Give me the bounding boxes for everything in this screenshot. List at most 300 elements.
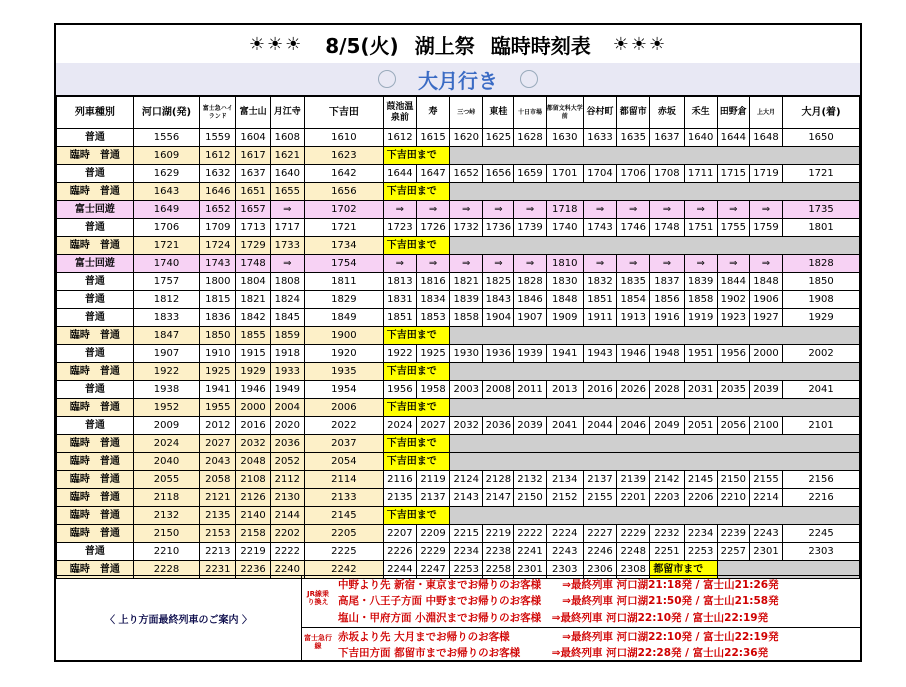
time-cell: 1918 bbox=[270, 345, 304, 363]
time-cell: 1623 bbox=[304, 147, 383, 165]
time-cell: 2258 bbox=[483, 561, 514, 579]
time-cell: 2004 bbox=[270, 399, 304, 417]
time-cell: 1652 bbox=[200, 201, 236, 219]
time-cell: 2142 bbox=[650, 471, 684, 489]
time-cell: 2119 bbox=[416, 471, 449, 489]
time-cell: 1954 bbox=[304, 381, 383, 399]
time-cell: 2008 bbox=[483, 381, 514, 399]
time-cell: 1858 bbox=[450, 309, 483, 327]
time-cell: ⇒ bbox=[617, 201, 650, 219]
time-cell: 1828 bbox=[514, 273, 546, 291]
time-cell: 1846 bbox=[514, 291, 546, 309]
timetable-sheet bbox=[54, 23, 862, 662]
sun-icons-right: ☀☀☀ bbox=[612, 33, 668, 55]
time-cell: 2056 bbox=[717, 417, 749, 435]
time-cell: 1655 bbox=[270, 183, 304, 201]
title-name: 臨時時刻表 bbox=[490, 33, 591, 58]
time-cell: 1908 bbox=[783, 291, 860, 309]
time-cell: 1919 bbox=[684, 309, 717, 327]
time-cell: 1621 bbox=[270, 147, 304, 165]
table-row bbox=[57, 381, 860, 399]
time-cell: ⇒ bbox=[383, 201, 416, 219]
train-type: 臨時 普通 bbox=[57, 507, 134, 525]
time-cell: 1659 bbox=[514, 165, 546, 183]
time-cell: 1736 bbox=[483, 219, 514, 237]
no-service-cell bbox=[450, 399, 860, 417]
fujikyu-line-2: 下吉田方面 都留市までお帰りのお客様 ⇒最終列車 河口湖22:28発 / 富士山22:36発 bbox=[338, 647, 769, 659]
table-row bbox=[57, 345, 860, 363]
time-cell: 1904 bbox=[483, 309, 514, 327]
time-cell: 2152 bbox=[546, 489, 583, 507]
time-cell: 1647 bbox=[416, 165, 449, 183]
table-row bbox=[57, 489, 860, 507]
terminus-note: 下吉田まで bbox=[383, 453, 449, 471]
time-cell: 1920 bbox=[304, 345, 383, 363]
time-cell: 2041 bbox=[783, 381, 860, 399]
time-cell: 1922 bbox=[133, 363, 199, 381]
time-cell: 1646 bbox=[200, 183, 236, 201]
time-cell: 1939 bbox=[514, 345, 546, 363]
time-cell: 2222 bbox=[270, 543, 304, 561]
time-cell: 1906 bbox=[749, 291, 782, 309]
time-cell: 2229 bbox=[416, 543, 449, 561]
time-cell: 1847 bbox=[133, 327, 199, 345]
time-cell: 1559 bbox=[200, 129, 236, 147]
time-cell: ⇒ bbox=[416, 255, 449, 273]
time-cell: 1844 bbox=[717, 273, 749, 291]
timetable bbox=[56, 96, 860, 579]
jr-transfer-tag: JR線乗り換え bbox=[307, 590, 329, 606]
last-train-heading: 〈 上り方面最終列車のご案内 〉 bbox=[56, 576, 302, 661]
time-cell: 1748 bbox=[236, 255, 270, 273]
time-cell: 1909 bbox=[546, 309, 583, 327]
time-cell: 1733 bbox=[270, 237, 304, 255]
time-cell: 2100 bbox=[749, 417, 782, 435]
time-cell: ⇒ bbox=[717, 201, 749, 219]
time-cell: 1711 bbox=[684, 165, 717, 183]
time-cell: 2234 bbox=[450, 543, 483, 561]
time-cell: 1821 bbox=[236, 291, 270, 309]
jr-transfer-section bbox=[302, 576, 860, 628]
train-type: 普通 bbox=[57, 219, 134, 237]
column-header: 富士急ハイランド bbox=[200, 97, 236, 129]
time-cell: ⇒ bbox=[514, 201, 546, 219]
time-cell: 2205 bbox=[304, 525, 383, 543]
no-service-cell bbox=[450, 183, 860, 201]
time-cell: 2147 bbox=[483, 489, 514, 507]
time-cell: 1612 bbox=[200, 147, 236, 165]
time-cell: 1958 bbox=[416, 381, 449, 399]
time-cell: 1949 bbox=[270, 381, 304, 399]
time-cell: 2039 bbox=[749, 381, 782, 399]
table-row bbox=[57, 309, 860, 327]
time-cell: 1955 bbox=[200, 399, 236, 417]
time-cell: 2009 bbox=[133, 417, 199, 435]
time-cell: ⇒ bbox=[749, 255, 782, 273]
time-cell: 2126 bbox=[236, 489, 270, 507]
time-cell: 1915 bbox=[236, 345, 270, 363]
time-cell: 2155 bbox=[749, 471, 782, 489]
time-cell: ⇒ bbox=[749, 201, 782, 219]
train-type: 臨時 普通 bbox=[57, 489, 134, 507]
time-cell: 1656 bbox=[304, 183, 383, 201]
fujikyu-line-1: 赤坂より先 大月までお帰りのお客様 ⇒最終列車 河口湖22:10発 / 富士山22:19発 bbox=[338, 631, 779, 643]
time-cell: ⇒ bbox=[450, 201, 483, 219]
train-type: 普通 bbox=[57, 273, 134, 291]
no-service-cell bbox=[450, 237, 860, 255]
time-cell: ⇒ bbox=[717, 255, 749, 273]
time-cell: 2245 bbox=[783, 525, 860, 543]
circle-icon bbox=[378, 70, 396, 88]
time-cell: 2049 bbox=[650, 417, 684, 435]
time-cell: 1935 bbox=[304, 363, 383, 381]
time-cell: 1650 bbox=[783, 129, 860, 147]
time-cell: 1828 bbox=[783, 255, 860, 273]
train-type: 臨時 普通 bbox=[57, 435, 134, 453]
train-type: 普通 bbox=[57, 291, 134, 309]
time-cell: 1751 bbox=[684, 219, 717, 237]
time-cell: 2118 bbox=[133, 489, 199, 507]
train-type: 富士回遊 bbox=[57, 201, 134, 219]
title-event: 湖上祭 bbox=[414, 33, 475, 58]
table-row bbox=[57, 471, 860, 489]
table-row bbox=[57, 129, 860, 147]
time-cell: 1556 bbox=[133, 129, 199, 147]
time-cell: 1732 bbox=[450, 219, 483, 237]
time-cell: 2238 bbox=[483, 543, 514, 561]
time-cell: ⇒ bbox=[483, 201, 514, 219]
train-type: 臨時 普通 bbox=[57, 525, 134, 543]
time-cell: 1910 bbox=[200, 345, 236, 363]
terminus-note: 下吉田まで bbox=[383, 147, 449, 165]
column-header: 葭池温泉前 bbox=[383, 97, 416, 129]
time-cell: 1956 bbox=[383, 381, 416, 399]
direction-bar bbox=[56, 63, 860, 96]
time-cell: 2241 bbox=[514, 543, 546, 561]
time-cell: 1813 bbox=[383, 273, 416, 291]
time-cell: 2155 bbox=[583, 489, 616, 507]
time-cell: 1855 bbox=[236, 327, 270, 345]
time-cell: 1740 bbox=[546, 219, 583, 237]
time-cell: 2308 bbox=[617, 561, 650, 579]
time-cell: 2234 bbox=[684, 525, 717, 543]
terminus-note: 都留市まで bbox=[650, 561, 717, 579]
time-cell: 1848 bbox=[546, 291, 583, 309]
time-cell: 1746 bbox=[617, 219, 650, 237]
time-cell: 2128 bbox=[483, 471, 514, 489]
time-cell: 1723 bbox=[383, 219, 416, 237]
no-service-cell bbox=[450, 453, 860, 471]
time-cell: 2132 bbox=[133, 507, 199, 525]
time-cell: 1850 bbox=[783, 273, 860, 291]
train-type: 普通 bbox=[57, 381, 134, 399]
time-cell: 2226 bbox=[383, 543, 416, 561]
time-cell: 2046 bbox=[617, 417, 650, 435]
time-cell: 1713 bbox=[236, 219, 270, 237]
time-cell: 1633 bbox=[583, 129, 616, 147]
train-type: 臨時 普通 bbox=[57, 399, 134, 417]
time-cell: ⇒ bbox=[650, 255, 684, 273]
terminus-note: 下吉田まで bbox=[383, 363, 449, 381]
time-cell: 1843 bbox=[483, 291, 514, 309]
table-row bbox=[57, 435, 860, 453]
time-cell: 2040 bbox=[133, 453, 199, 471]
time-cell: 2243 bbox=[749, 525, 782, 543]
time-cell: 2124 bbox=[450, 471, 483, 489]
time-cell: 1952 bbox=[133, 399, 199, 417]
no-service-cell bbox=[450, 327, 860, 345]
time-cell: 1721 bbox=[133, 237, 199, 255]
column-header: 下吉田 bbox=[304, 97, 383, 129]
time-cell: ⇒ bbox=[650, 201, 684, 219]
time-cell: 1845 bbox=[270, 309, 304, 327]
time-cell: 2032 bbox=[236, 435, 270, 453]
terminus-note: 下吉田まで bbox=[383, 237, 449, 255]
time-cell: 2244 bbox=[383, 561, 416, 579]
table-row bbox=[57, 417, 860, 435]
time-cell: 1839 bbox=[450, 291, 483, 309]
table-row bbox=[57, 237, 860, 255]
time-cell: 2257 bbox=[717, 543, 749, 561]
time-cell: 2002 bbox=[783, 345, 860, 363]
time-cell: 1648 bbox=[749, 129, 782, 147]
time-cell: 1907 bbox=[133, 345, 199, 363]
table-row bbox=[57, 363, 860, 381]
time-cell: 2006 bbox=[304, 399, 383, 417]
column-header: 三つ峠 bbox=[450, 97, 483, 129]
time-cell: 1628 bbox=[514, 129, 546, 147]
time-cell: 2003 bbox=[450, 381, 483, 399]
time-cell: 1825 bbox=[483, 273, 514, 291]
time-cell: 2012 bbox=[200, 417, 236, 435]
time-cell: 1754 bbox=[304, 255, 383, 273]
column-header: 谷村町 bbox=[583, 97, 616, 129]
table-row bbox=[57, 327, 860, 345]
time-cell: 2201 bbox=[617, 489, 650, 507]
time-cell: 1608 bbox=[270, 129, 304, 147]
time-cell: 2303 bbox=[546, 561, 583, 579]
header-row bbox=[57, 97, 860, 129]
time-cell: ⇒ bbox=[514, 255, 546, 273]
time-cell: 2114 bbox=[304, 471, 383, 489]
time-cell: 1930 bbox=[450, 345, 483, 363]
time-cell: 2137 bbox=[583, 471, 616, 489]
time-cell: 1721 bbox=[783, 165, 860, 183]
train-type: 富士回遊 bbox=[57, 255, 134, 273]
no-service-cell bbox=[450, 435, 860, 453]
time-cell: 1946 bbox=[236, 381, 270, 399]
time-cell: ⇒ bbox=[617, 255, 650, 273]
time-cell: 1916 bbox=[650, 309, 684, 327]
train-type: 普通 bbox=[57, 543, 134, 561]
time-cell: 1941 bbox=[200, 381, 236, 399]
time-cell: 2207 bbox=[383, 525, 416, 543]
jr-line-3: 塩山・甲府方面 小淵沢までお帰りのお客様 ⇒最終列車 河口湖22:10発 / 富士山22:19発 bbox=[338, 612, 769, 624]
time-cell: 2219 bbox=[483, 525, 514, 543]
time-cell: 2203 bbox=[650, 489, 684, 507]
time-cell: 1604 bbox=[236, 129, 270, 147]
time-cell: 1829 bbox=[304, 291, 383, 309]
time-cell: 2016 bbox=[236, 417, 270, 435]
time-cell: 2044 bbox=[583, 417, 616, 435]
time-cell: 1629 bbox=[133, 165, 199, 183]
time-cell: 2121 bbox=[200, 489, 236, 507]
terminus-note: 下吉田まで bbox=[383, 507, 449, 525]
time-cell: 1835 bbox=[617, 273, 650, 291]
time-cell: 2222 bbox=[514, 525, 546, 543]
time-cell: 2043 bbox=[200, 453, 236, 471]
time-cell: 1836 bbox=[200, 309, 236, 327]
time-cell: 2253 bbox=[450, 561, 483, 579]
time-cell: 1739 bbox=[514, 219, 546, 237]
time-cell: 1729 bbox=[236, 237, 270, 255]
time-cell: 1612 bbox=[383, 129, 416, 147]
time-cell: 2116 bbox=[383, 471, 416, 489]
time-cell: 1637 bbox=[650, 129, 684, 147]
time-cell: 1721 bbox=[304, 219, 383, 237]
time-cell: 2156 bbox=[783, 471, 860, 489]
time-cell: 1706 bbox=[617, 165, 650, 183]
time-cell: 1922 bbox=[383, 345, 416, 363]
train-type: 臨時 普通 bbox=[57, 561, 134, 579]
time-cell: 1851 bbox=[583, 291, 616, 309]
time-cell: 2027 bbox=[416, 417, 449, 435]
time-cell: 2240 bbox=[270, 561, 304, 579]
time-cell: 1743 bbox=[583, 219, 616, 237]
train-type: 臨時 普通 bbox=[57, 327, 134, 345]
time-cell: 2041 bbox=[546, 417, 583, 435]
time-cell: 1907 bbox=[514, 309, 546, 327]
time-cell: 2229 bbox=[617, 525, 650, 543]
time-cell: 1644 bbox=[717, 129, 749, 147]
time-cell: 2036 bbox=[483, 417, 514, 435]
time-cell: 1900 bbox=[304, 327, 383, 345]
time-cell: 1635 bbox=[617, 129, 650, 147]
time-cell: 2101 bbox=[783, 417, 860, 435]
time-cell: 2035 bbox=[717, 381, 749, 399]
time-cell: 1849 bbox=[304, 309, 383, 327]
time-cell: 2139 bbox=[617, 471, 650, 489]
time-cell: 2137 bbox=[416, 489, 449, 507]
time-cell: 1726 bbox=[416, 219, 449, 237]
column-header: 禾生 bbox=[684, 97, 717, 129]
time-cell: 2052 bbox=[270, 453, 304, 471]
time-cell: 1759 bbox=[749, 219, 782, 237]
time-cell: 2135 bbox=[383, 489, 416, 507]
time-cell: 1617 bbox=[236, 147, 270, 165]
title-date: 8/5(火) bbox=[325, 33, 399, 58]
time-cell: 2210 bbox=[133, 543, 199, 561]
time-cell: 1811 bbox=[304, 273, 383, 291]
time-cell: 2024 bbox=[133, 435, 199, 453]
time-cell: 2000 bbox=[749, 345, 782, 363]
time-cell: 1853 bbox=[416, 309, 449, 327]
time-cell: 1911 bbox=[583, 309, 616, 327]
time-cell: 1656 bbox=[483, 165, 514, 183]
time-cell: 2306 bbox=[583, 561, 616, 579]
table-row bbox=[57, 399, 860, 417]
time-cell: 1851 bbox=[383, 309, 416, 327]
column-header: 上大月 bbox=[749, 97, 782, 129]
train-type: 普通 bbox=[57, 165, 134, 183]
time-cell: 2112 bbox=[270, 471, 304, 489]
time-cell: 1630 bbox=[546, 129, 583, 147]
time-cell: 2054 bbox=[304, 453, 383, 471]
time-cell: 2215 bbox=[450, 525, 483, 543]
train-type: 臨時 普通 bbox=[57, 471, 134, 489]
time-cell: 1640 bbox=[270, 165, 304, 183]
time-cell: 1824 bbox=[270, 291, 304, 309]
time-cell: 1801 bbox=[783, 219, 860, 237]
time-cell: 2153 bbox=[200, 525, 236, 543]
no-service-cell bbox=[450, 507, 860, 525]
time-cell: 1815 bbox=[200, 291, 236, 309]
time-cell: 2150 bbox=[717, 471, 749, 489]
table-row bbox=[57, 219, 860, 237]
time-cell: 2037 bbox=[304, 435, 383, 453]
time-cell: 2051 bbox=[684, 417, 717, 435]
time-cell: 2013 bbox=[546, 381, 583, 399]
time-cell: 2144 bbox=[270, 507, 304, 525]
time-cell: 2216 bbox=[783, 489, 860, 507]
time-cell: 1804 bbox=[236, 273, 270, 291]
table-row bbox=[57, 165, 860, 183]
time-cell: 1718 bbox=[546, 201, 583, 219]
time-cell: 1649 bbox=[133, 201, 199, 219]
time-cell: 1913 bbox=[617, 309, 650, 327]
time-cell: 2020 bbox=[270, 417, 304, 435]
time-cell: ⇒ bbox=[450, 255, 483, 273]
time-cell: 2048 bbox=[236, 453, 270, 471]
time-cell: 2022 bbox=[304, 417, 383, 435]
time-cell: ⇒ bbox=[483, 255, 514, 273]
time-cell: 2032 bbox=[450, 417, 483, 435]
column-header: 田野倉 bbox=[717, 97, 749, 129]
time-cell: 2247 bbox=[416, 561, 449, 579]
time-cell: 1941 bbox=[546, 345, 583, 363]
time-cell: 1640 bbox=[684, 129, 717, 147]
time-cell: 1951 bbox=[684, 345, 717, 363]
time-cell: 2026 bbox=[617, 381, 650, 399]
time-cell: 1821 bbox=[450, 273, 483, 291]
table-row bbox=[57, 507, 860, 525]
time-cell: 1831 bbox=[383, 291, 416, 309]
time-cell: 1943 bbox=[583, 345, 616, 363]
time-cell: 2236 bbox=[236, 561, 270, 579]
time-cell: ⇒ bbox=[583, 201, 616, 219]
time-cell: 1800 bbox=[200, 273, 236, 291]
time-cell: 2055 bbox=[133, 471, 199, 489]
circle-icon bbox=[520, 70, 538, 88]
time-cell: 2150 bbox=[133, 525, 199, 543]
time-cell: 1740 bbox=[133, 255, 199, 273]
column-header: 列車種別 bbox=[57, 97, 134, 129]
time-cell: 2239 bbox=[717, 525, 749, 543]
time-cell: 2024 bbox=[383, 417, 416, 435]
timetable-body bbox=[57, 129, 860, 579]
time-cell: 2140 bbox=[236, 507, 270, 525]
terminus-note: 下吉田まで bbox=[383, 399, 449, 417]
time-cell: 1651 bbox=[236, 183, 270, 201]
table-row bbox=[57, 255, 860, 273]
time-cell: 2242 bbox=[304, 561, 383, 579]
time-cell: 2246 bbox=[583, 543, 616, 561]
column-header: 東桂 bbox=[483, 97, 514, 129]
time-cell: 2039 bbox=[514, 417, 546, 435]
time-cell: ⇒ bbox=[684, 255, 717, 273]
column-header: 都留市 bbox=[617, 97, 650, 129]
jr-line-2: 高尾・八王子方面 中野までお帰りのお客様 ⇒最終列車 河口湖21:50発 / 富士山21:58発 bbox=[338, 595, 779, 607]
